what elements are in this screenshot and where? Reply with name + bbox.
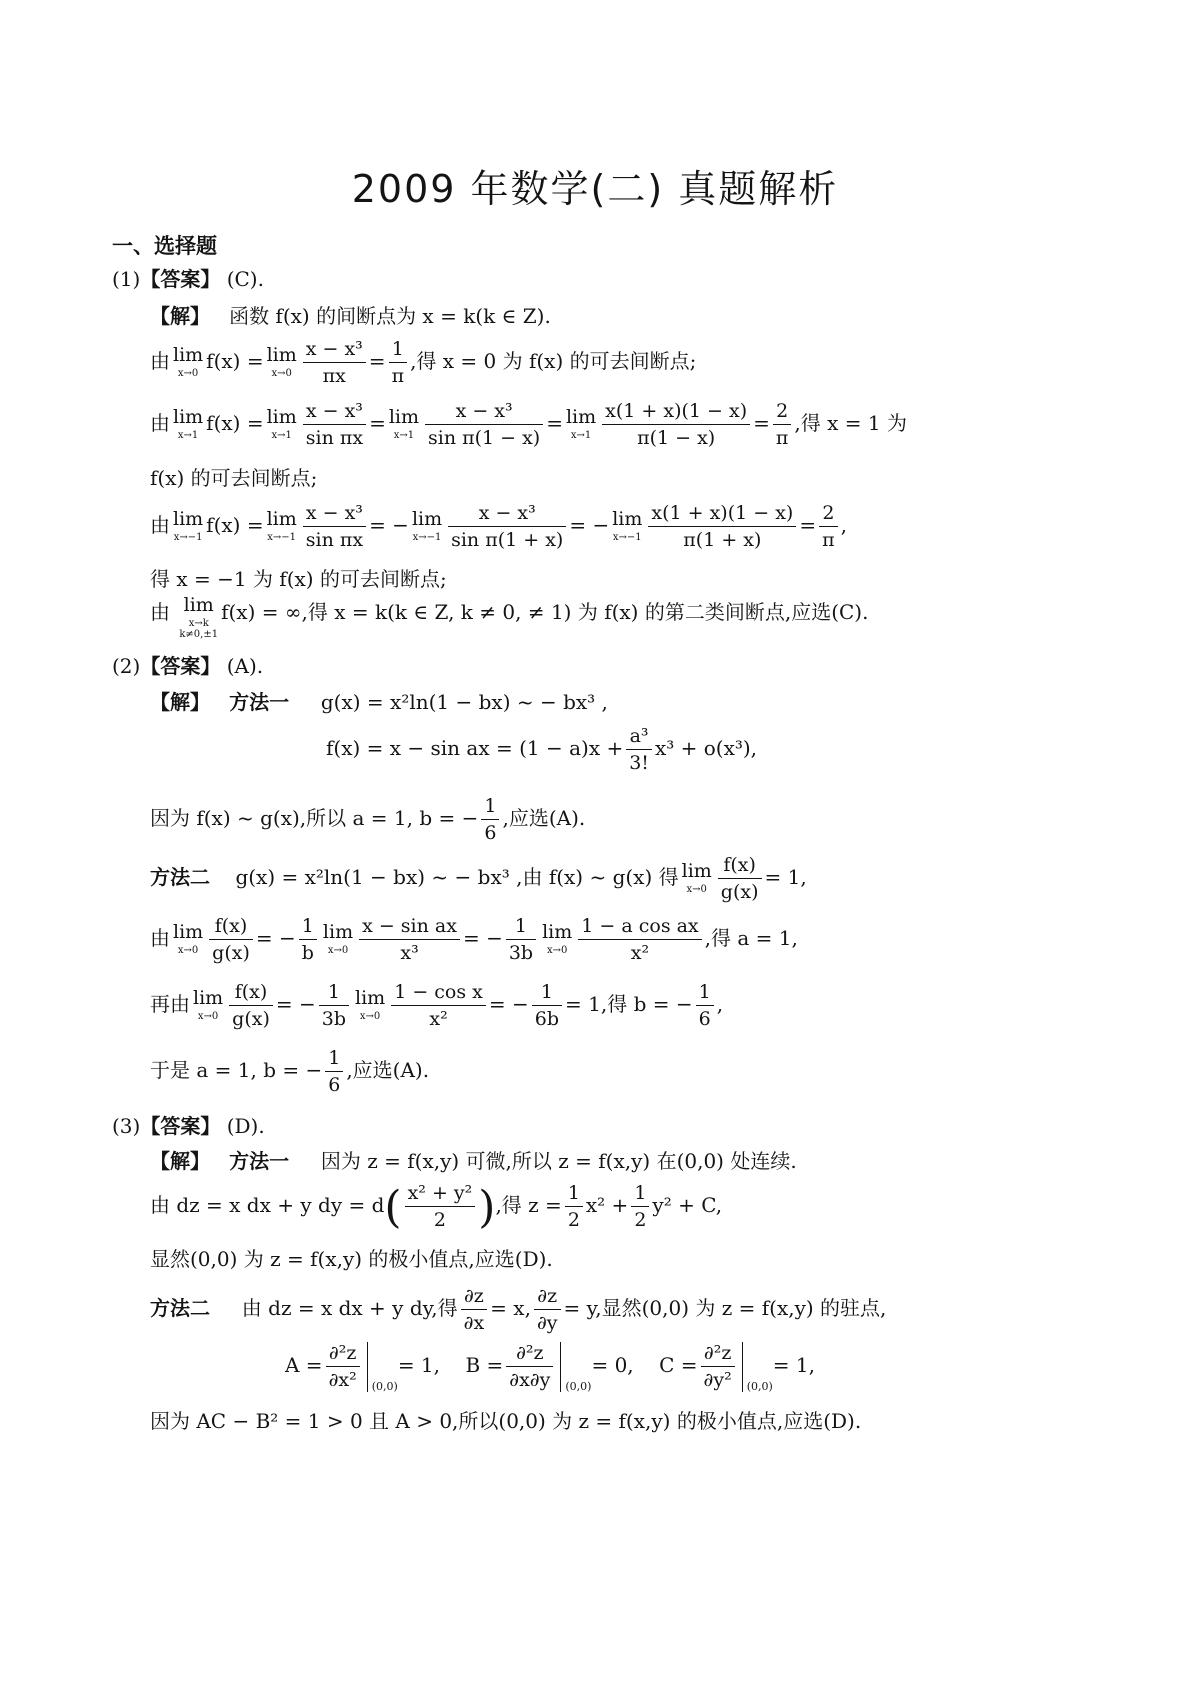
expr-text: = x,: [490, 1296, 531, 1320]
expr-text: f(x) = ∞: [221, 600, 302, 624]
fraction: $\frac{2}{\pi}$: [819, 500, 838, 553]
q1-you-text: 由: [150, 513, 170, 537]
q1-solution-label: 【解】: [150, 304, 210, 328]
fraction: $\frac{\text{a³}}{3!}$: [626, 723, 652, 776]
q3-number: (3): [112, 1114, 141, 1138]
equals-sign: = −: [369, 513, 409, 537]
q1-answer-line: [112, 263, 264, 292]
q2-solution-label: 【解】: [150, 690, 210, 714]
q1-step1: [150, 336, 696, 389]
fraction: $\frac{x(1 + x)(1 - x)}{\pi(1 - x)}$: [602, 398, 750, 451]
fraction: $\frac{\text{x − x³}}{\text{sin π(1 + x)}}$: [448, 500, 566, 553]
fraction: $\frac{2}{\pi}$: [773, 398, 792, 451]
q1-step2-cont: f(x) 的可去间断点;: [150, 466, 318, 490]
q1-you-text: 由: [150, 600, 170, 624]
fraction: $\frac{\text{1 − a cos ax}}{\text{x²}}$: [578, 913, 701, 966]
q3-method1-line2: 由 dz = x dx + y dy = d( $\frac{\text{x² + y²}}{2}$ ),得 z = $\frac{1}{2}$ x² + $\frac{1}{2}$ y² + C,: [150, 1182, 723, 1233]
equals-sign: =: [799, 513, 817, 537]
fraction: $\frac{\text{∂²z}}{\partial x\partial y}$: [506, 1340, 553, 1393]
fraction: $\frac{\text{∂²z}}{\text{∂x²}}$: [326, 1340, 360, 1393]
q1-you-text: 由: [150, 349, 170, 373]
fraction: $\frac{1}{3b}$: [319, 979, 349, 1032]
fraction: $\frac{1}{\pi}$: [389, 336, 408, 389]
equals-sign: = −: [569, 513, 610, 537]
q2-method2-line4: [150, 1045, 429, 1098]
limit: lim x→k k≠0,±1: [179, 594, 219, 640]
expr-text: x² +: [585, 1193, 629, 1217]
q1-step4: [150, 596, 868, 640]
q2-method2-label: 方法二: [150, 865, 210, 889]
q1-step2-conclusion: ,得 x = 1 为: [794, 411, 907, 435]
expr-text: f(x) =: [206, 411, 264, 435]
q3-answer-label: 【答案】: [140, 1114, 221, 1138]
expr-text: ,应选(A).: [346, 1058, 430, 1082]
expr-text: 再由: [150, 992, 190, 1016]
evaluation-bar: [560, 1342, 561, 1392]
eval-point: (0,0): [371, 1380, 398, 1393]
expr-text: = 1,: [772, 1353, 815, 1377]
expr-text: = 1,: [397, 1353, 441, 1377]
fraction: $\frac{\text{x − sin ax}}{\text{x³}}$: [359, 913, 460, 966]
expr-text: C =: [659, 1353, 698, 1377]
fraction: $\frac{1}{2}$: [631, 1180, 649, 1233]
limit: lim x→0: [681, 860, 712, 895]
q1-step1-conclusion: ,得 x = 0 为 f(x) 的可去间断点;: [410, 349, 697, 373]
q3-method1-line1: [150, 1145, 797, 1174]
expr-text: = 1,: [764, 865, 807, 889]
expr-text: 因为 z = f(x,y) 可微,所以 z = f(x,y) 在(0,0) 处连续.: [320, 1149, 797, 1173]
limit: lim x→0: [322, 921, 354, 956]
evaluation-bar: [367, 1342, 368, 1392]
expr-text: = 0,: [591, 1353, 634, 1377]
fraction: $\frac{\partial z}{\partial x}$: [461, 1283, 488, 1336]
limit: lim x→1: [173, 406, 204, 441]
limit: lim x→−1: [173, 508, 204, 543]
equals-sign: =: [368, 349, 386, 373]
fraction: $\frac{\text{x − x³}}{\text{sin πx}}$: [303, 500, 366, 553]
fraction: $\frac{1}{6b}$: [532, 979, 562, 1032]
expr-text: ,得 a = 1,: [704, 926, 798, 950]
expr-text: 由: [150, 926, 170, 950]
q2-answer: (A).: [226, 654, 264, 678]
q2-method1-line1: [150, 686, 608, 715]
q3-method2-label: 方法二: [150, 1296, 210, 1320]
fraction: $\frac{x(1 + x)(1 - x)}{\pi(1 + x)}$: [648, 500, 796, 553]
q3-method1-line3: 显然(0,0) 为 z = f(x,y) 的极小值点,应选(D).: [150, 1247, 553, 1271]
q2-method2-line1: [150, 852, 807, 905]
limit: lim x→0: [193, 987, 224, 1022]
fraction: $\frac{1}{6}$: [696, 979, 714, 1032]
expr-text: 由 dz = x dx + y dy,得: [241, 1296, 458, 1320]
q1-solution-intro: [150, 300, 551, 329]
limit: lim x→0: [266, 344, 297, 379]
fraction: $\frac{f(x)}{g(x)}$: [718, 852, 762, 905]
q3-method2-line2: [285, 1340, 815, 1393]
q1-intro-text: 函数 f(x) 的间断点为 x = k(k ∈ Z).: [229, 304, 551, 328]
fraction: $\frac{\text{∂²z}}{\text{∂y²}}$: [701, 1340, 735, 1393]
expr-text: = y,显然(0,0) 为 z = f(x,y) 的驻点,: [563, 1296, 887, 1320]
fraction: $\frac{\text{x² + y²}}{2}$: [405, 1180, 476, 1233]
eval-point: (0,0): [565, 1380, 592, 1393]
expr-text: ,得 z =: [495, 1193, 562, 1217]
limit: lim x→0: [542, 921, 573, 956]
q1-step2: [150, 398, 907, 451]
q3-final-line: 因为 AC − B² = 1 > 0 且 A > 0,所以(0,0) 为 z = f(x,y) 的极小值点,应选(D).: [150, 1409, 862, 1433]
fraction: $\frac{\text{x − x³}}{\text{sin πx}}$: [303, 398, 366, 451]
q2-method1-label: 方法一: [229, 690, 290, 714]
expr-text: f(x) =: [206, 349, 264, 373]
q1-answer: (C).: [226, 267, 264, 291]
equals-sign: = −: [255, 926, 296, 950]
fraction: $\frac{\text{x − x³}}{\text{sin π(1 − x)}}$: [425, 398, 543, 451]
q2-answer-label: 【答案】: [140, 654, 221, 678]
equals-sign: =: [369, 411, 386, 435]
fraction: $\frac{\text{x − x³}}{\pi x}$: [303, 336, 366, 389]
q1-answer-label: 【答案】: [140, 267, 221, 291]
limit: lim x→0: [173, 921, 204, 956]
fraction: $\frac{1}{3b}$: [506, 913, 536, 966]
limit: lim x→1: [266, 406, 297, 441]
q3-answer: (D).: [226, 1114, 265, 1138]
q2-number: (2): [112, 654, 141, 678]
expr-text: A =: [285, 1353, 323, 1377]
fraction: $\frac{f(x)}{g(x)}$: [229, 979, 273, 1032]
fraction: $\frac{1}{6}$: [481, 793, 499, 846]
fraction: $\frac{\text{1 − cos x}}{\text{x²}}$: [391, 979, 486, 1032]
limit: lim x→1: [565, 406, 597, 441]
expr-text: x³ + o(x³),: [654, 736, 758, 760]
q2-method2-line3: [150, 979, 723, 1032]
q1-step4-conclusion: ,得 x = k(k ∈ Z, k ≠ 0, ≠ 1) 为 f(x) 的第二类间断点,应选(C).: [301, 600, 869, 624]
comma: ,: [840, 513, 847, 537]
limit: lim x→1: [388, 406, 419, 441]
q1-step3: [150, 500, 847, 553]
fraction: $\frac{1}{2}$: [565, 1180, 583, 1233]
expr-text: f(x) = x − sin ax = (1 − a)x +: [326, 736, 624, 760]
equals-sign: = −: [462, 926, 503, 950]
expr-text: 由 dz = x dx + y dy = d: [150, 1193, 385, 1217]
limit: lim x→0: [173, 344, 204, 379]
expr-text: g(x) = x²ln(1 − bx) ~ − bx³ ,由 f(x) ~ g(x) 得: [235, 865, 679, 889]
q3-method1-label: 方法一: [229, 1149, 290, 1173]
q1-number: (1): [112, 267, 141, 291]
q2-because-line: [150, 793, 585, 846]
section-heading: 一、选择题: [112, 234, 217, 258]
limit: lim x→−1: [266, 508, 297, 543]
expr-text: B =: [465, 1353, 504, 1377]
comma: ,: [716, 992, 724, 1016]
fraction: $\frac{1}{b}$: [299, 913, 317, 966]
expr-text: 于是 a = 1, b = −: [150, 1058, 323, 1082]
q2-method1-line2: [326, 723, 757, 776]
expr-text: g(x) = x²ln(1 − bx) ~ − bx³ ,: [320, 690, 608, 714]
fraction: $\frac{f(x)}{g(x)}$: [209, 913, 253, 966]
expr-text: = 1,得 b = −: [565, 992, 693, 1016]
q3-solution-label: 【解】: [150, 1149, 210, 1173]
q2-method2-line2: [150, 913, 798, 966]
evaluation-bar: [742, 1342, 743, 1392]
limit: lim x→−1: [612, 508, 643, 543]
expr-text: f(x) =: [206, 513, 264, 537]
expr-text: ,应选(A).: [502, 806, 586, 830]
expr-text: y² + C,: [652, 1193, 723, 1217]
fraction: $\frac{\partial z}{\partial y}$: [534, 1283, 561, 1336]
equals-sign: =: [546, 411, 563, 435]
limit: lim x→−1: [411, 508, 443, 543]
eval-point: (0,0): [746, 1380, 773, 1393]
equals-sign: = −: [275, 992, 316, 1016]
equals-sign: = −: [488, 992, 529, 1016]
limit: lim x→0: [355, 987, 386, 1022]
q3-answer-line: [112, 1110, 265, 1139]
expr-text: 因为 f(x) ~ g(x),所以 a = 1, b = −: [150, 806, 479, 830]
fraction: $\frac{1}{6}$: [325, 1045, 343, 1098]
page-title: 2009 年数学(二) 真题解析: [351, 167, 839, 211]
q1-you-text: 由: [150, 411, 170, 435]
q3-method2-line1: [150, 1283, 886, 1336]
equals-sign: =: [753, 411, 770, 435]
q2-answer-line: [112, 650, 263, 679]
q1-step3-cont: 得 x = −1 为 f(x) 的可去间断点;: [150, 567, 447, 591]
